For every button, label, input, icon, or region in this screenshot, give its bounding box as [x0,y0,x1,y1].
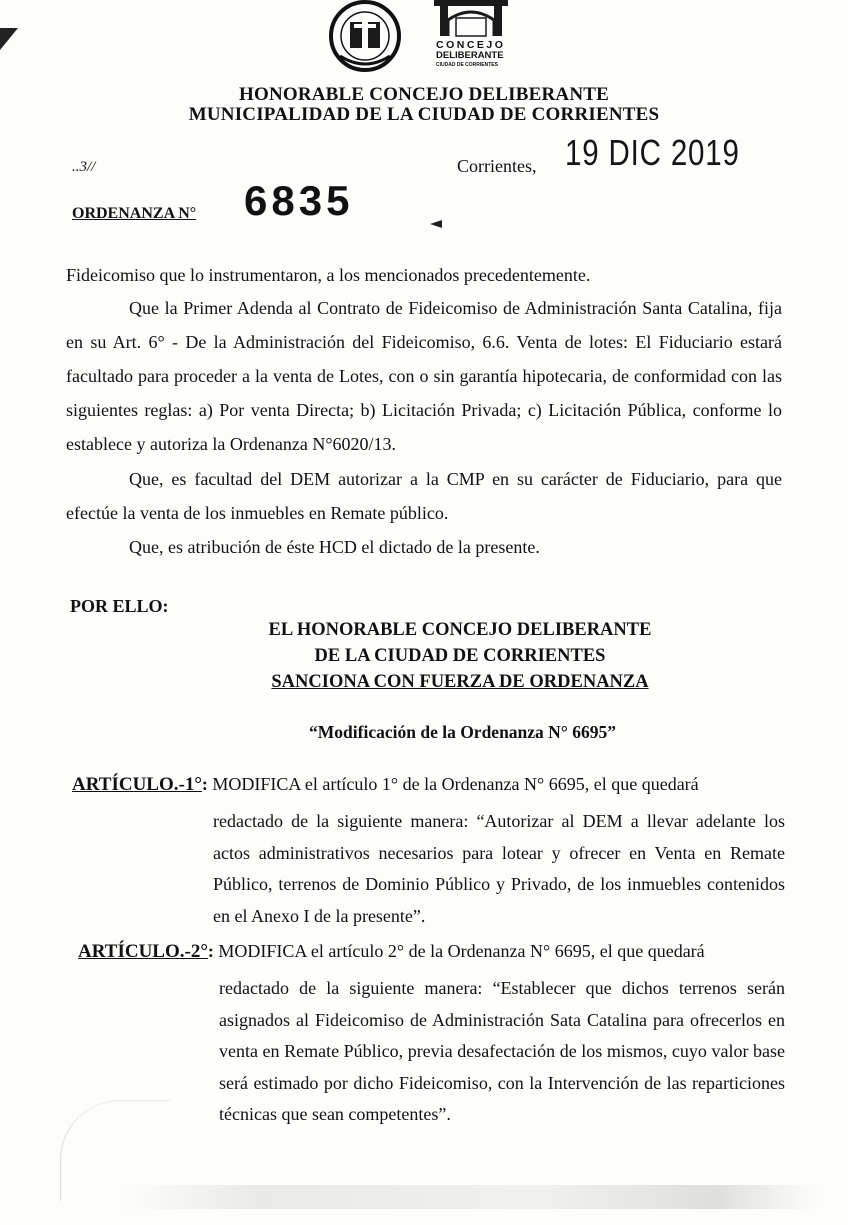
article-2-body: redactado de la siguiente manera: “Establecer que dichos terrenos serán asignados al Fideicomiso de Administración Sata Catalina para ofrecerlos en venta en Remate Público, previa desafectación de los mismos, cuyo valor base será estimado por dicho Fideicomiso, con la Intervención de las reparticiones técnicas que sean competentes”. [219,978,785,1124]
article-1-label: ARTÍCULO.-1° [72,774,202,795]
paragraph-4 [66,530,782,564]
logo-line-1: CONCEJO [436,39,506,51]
concejo-logo [420,0,525,82]
article-1-colon: : [201,774,208,794]
paragraph-2 [66,291,782,461]
enactment-line-1: EL HONORABLE CONCEJO DELIBERANTE [268,620,652,640]
ordinance-number: 6835 [244,177,354,224]
logo-line-3: CIUDAD DE CORRIENTES [436,62,498,68]
paragraph-2-text: Que la Primer Adenda al Contrato de Fideicomiso de Administración Santa Catalina, fija en su Art. 6° - De la Administración del Fideicomiso, 6.6. Venta de lotes: El Fiduciario estará facultado para proceder a la venta de Lotes, con o sin garantía hipotecaria, de conformidad con las siguientes reglas: a) Por venta Directa; b) Licitación Privada; c) Licitación Pública, conforme lo establece y autoriza la Ordenanza N°6020/13. [66,298,782,454]
enactment-line-2: DE LA CIUDAD DE CORRIENTES [314,646,606,666]
paragraph-3 [66,462,782,530]
article-2-first-line: MODIFICA el artículo 2° de la Ordenanza N° 6695, el que quedará [218,941,705,961]
ordinance-label: ORDENANZA N° [72,205,197,222]
article-1-heading [72,774,699,796]
paragraph-4-text: Que, es atribución de éste HCD el dictado de la presente. [129,537,540,557]
stamp-mark [430,220,442,228]
article-1-first-line: MODIFICA el artículo 1° de la Ordenanza N° 6695, el que quedará [212,774,699,794]
paragraph-3-text: Que, es facultad del DEM autorizar a la CMP en su carácter de Fiduciario, para que efectúe la venta de los inmuebles en Remate público. [66,469,782,523]
page-reference: ..3// [72,159,96,175]
paragraph-1-text: Fideicomiso que lo instrumentaron, a los mencionados precedentemente. [66,265,591,285]
date-stamp: 19 DIC 2019 [565,132,740,173]
ordinance-subject-title: “Modificación de la Ordenanza N° 6695” [309,722,616,742]
article-2-label: ARTÍCULO.-2° [78,941,208,962]
article-2-colon: : [207,941,214,961]
article-1-body: redactado de la siguiente manera: “Autorizar al DEM a llevar adelante los actos administrativos necesarios para lotear y ofrecer en Venta en Remate Público, terrenos de Dominio Público y Privado, de los inmuebles contenidos en el Anexo I de la presente”. [213,811,785,926]
logo-line-2: DELIBERANTE [436,50,504,61]
por-ello-heading: POR ELLO: [70,596,169,616]
scan-corner-mark [0,28,18,50]
header-title-1: HONORABLE CONCEJO DELIBERANTE [238,84,610,105]
municipal-seal [320,0,410,80]
city-label: Corrientes, [457,156,537,176]
paragraph-1 [66,258,782,292]
scan-artifact-streak [120,1185,820,1209]
header-title-2: MUNICIPALIDAD DE LA CIUDAD DE CORRIENTES [188,104,660,125]
article-2-heading [78,941,705,963]
enactment-line-3: SANCIONA CON FUERZA DE ORDENANZA [271,672,649,692]
